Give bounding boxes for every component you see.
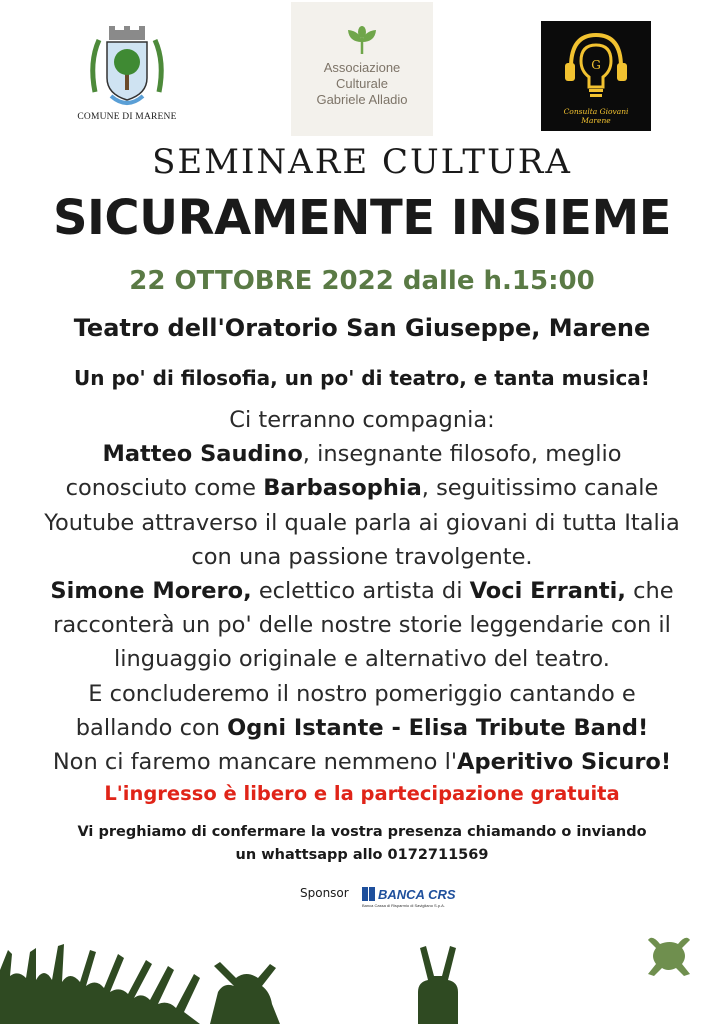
crowd-silhouettes (0, 930, 724, 1024)
guest2-line-3: linguaggio originale e alternativo del teatro. (114, 646, 610, 673)
lightbulb-headphones-icon (559, 27, 633, 103)
guest2-text: eclettico artista di (251, 578, 470, 605)
svg-text:G: G (591, 58, 601, 72)
guest2-group: Voci Erranti, (469, 578, 626, 605)
comune-caption: COMUNE DI MARENE (77, 112, 177, 122)
guest1-line-3: Youtube attraverso il quale parla ai giovani di tutta Italia (44, 509, 680, 536)
comune-di-marene-logo (72, 22, 182, 134)
associazione-line-3: Gabriele Alladio (316, 92, 408, 107)
rsvp-line-1: Vi preghiamo di confermare la vostra presenza chiamando o inviando (77, 824, 647, 840)
intro-line: Ci terranno compagnia: (229, 407, 495, 433)
guest1-channel: Barbasophia (263, 475, 422, 502)
series-title: SEMINARE CULTURA (152, 142, 572, 182)
consulta-line-2: Marene (581, 116, 611, 125)
rsvp-notice (0, 821, 724, 867)
free-entry-notice: L'ingresso è libero e la partecipazione gratuita (104, 782, 620, 805)
guest1-line-4: con una passione travolgente. (191, 543, 533, 570)
consulta-line-1: Consulta Giovani (563, 107, 629, 116)
bank-brand: BANCA CRS (378, 887, 456, 902)
guest1-name: Matteo Saudino (102, 441, 303, 468)
event-title: SICURAMENTE INSIEME (52, 190, 671, 246)
bank-logo-icon (362, 885, 458, 909)
event-tagline: Un po' di filosofia, un po' di teatro, e tanta musica! (74, 366, 650, 390)
guest2-line-2: racconterà un po' delle nostre storie leggendarie con il (53, 612, 671, 639)
aperitivo-text: Non ci faremo mancare nemmeno l' (52, 749, 458, 776)
guest1-text: , insegnante filosofo, meglio (302, 441, 622, 468)
associazione-line-2: Culturale (335, 76, 389, 91)
event-description (0, 403, 724, 779)
sprout-icon (345, 26, 379, 56)
aperitivo-name: Aperitivo Sicuro! (457, 749, 672, 776)
guest2-name: Simone Morero, (50, 578, 252, 605)
banca-crs-logo (362, 885, 458, 909)
guest1-line-2 (0, 471, 724, 505)
closing-text: ballando con (75, 714, 228, 741)
band-name: Ogni Istante - Elisa Tribute Band! (227, 714, 649, 741)
associazione-logo (291, 2, 433, 136)
guest2-text: che (625, 578, 674, 605)
guest1-text: , seguitissimo canale (421, 475, 659, 502)
aperitivo-line (0, 745, 724, 779)
event-venue: Teatro dell'Oratorio San Giuseppe, Marene (73, 314, 651, 342)
event-date: 22 OTTOBRE 2022 dalle h.15:00 (129, 266, 595, 296)
crowd-silhouette-group (0, 944, 458, 1024)
bank-subtitle: Banca Cassa di Risparmio di Savigliano S.p.A. (362, 903, 445, 908)
associazione-line-1: Associazione (323, 60, 401, 75)
guest2-line-1 (0, 574, 724, 608)
frog-icon (648, 938, 690, 976)
coat-of-arms-icon (85, 22, 169, 110)
sponsor-label: Sponsor (300, 886, 349, 900)
guest1-text: conosciuto come (65, 475, 264, 502)
consulta-giovani-logo (541, 21, 651, 131)
guest1-line-1 (0, 437, 724, 471)
rsvp-line-2: un whattsapp allo 0172711569 (235, 847, 489, 863)
closing-line-1: E concluderemo il nostro pomeriggio cantando e (88, 680, 636, 707)
closing-line-2 (0, 711, 724, 745)
